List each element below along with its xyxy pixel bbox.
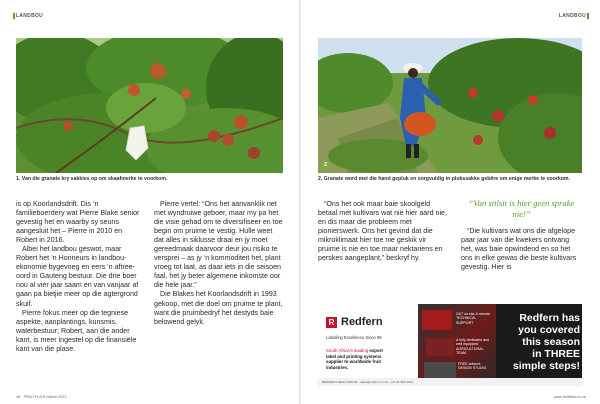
article-column-1 [16, 200, 144, 354]
ad-image-block [426, 338, 454, 356]
article-column-1 [318, 200, 449, 263]
ad-description-lead: South Africa’s leading [326, 348, 369, 353]
paragraph: Die Blakes het Koorlandsdrift in 1993 gekoop, met die doel om pruime te plant, want die pruimbedryf het destyds baie belowend gelyk. [154, 290, 283, 326]
pull-quote: “Van stilsit is hier geen sprake nie!” [468, 198, 575, 219]
pomegranate-tree-photo [16, 38, 283, 173]
ad-tagline: Labelling Excellence Since 99 [326, 335, 382, 340]
page-footer: www.fruitflies.co.za [553, 395, 586, 399]
section-marker [587, 13, 589, 19]
paragraph: Pierre vertel: “Ons het aanvanklik net met wyndruiwe geboer, maar my pa het die visie gehad om te diversifiseer en toe begin om pruime te vestig. Hulle weet dat alles in siklusse draai en jy moet gereedmaak daarvoor deur jou risiko te versprei – as jy ‘n kommoditeit het, plant vroeg tot laat, as daar iets in die seisoen faal, het jy beter algemene inkomste oor die hele jaar.” [154, 200, 283, 290]
section-tag: LANDBOU [558, 13, 586, 19]
ad-headline-panel [496, 304, 582, 386]
ad-support-text: 24/7 on site & remote TECHNICAL SUPPORT [456, 312, 491, 325]
ad-team-text: A fully dedicated and well equipped AGRICULTURAL TEAM [456, 338, 490, 356]
paragraph: “Die kultivars wat ons die afgelope paar jaar van die kwekers ontvang het, was baie opwindend en so het ons in elke gewas die beste kultivars gevestig. Hier is [461, 227, 577, 272]
ad-brand-panel [318, 304, 418, 386]
ad-contact-strip: REDFERN HEAD OFFICE · sales@redfern.co.za · +27 21 555 1234 [318, 378, 582, 386]
pomegranate-photo-illustration [16, 38, 283, 173]
ad-headline-line: this season [522, 336, 580, 348]
ad-headline [496, 312, 580, 372]
article-column-2 [154, 200, 284, 327]
ad-headline-line: Redfern has [519, 312, 580, 324]
ad-description [326, 348, 386, 370]
section-tag: LANDBOU [16, 13, 44, 19]
photo-caption: 2. Granate word met die hand gepluk en sorgvuldig in plukssakke gebêre om enige merke te voorkom. [318, 176, 570, 182]
photo-number-badge: 2 [322, 162, 329, 169]
ad-headline-line: simple steps! [512, 360, 580, 372]
page-footer: 46 · FRUITFLIES March 2023 [16, 395, 67, 399]
right-page [301, 0, 600, 404]
paragraph: “Ons het ook maar baie skoolgeld betaal met kultivars wat nie hier aard nie, en dis maar die probleem met pionierswerk. Ons het gevind dat die mikroklimaat hier toe nie geskik vir pruime is nie en toe maar nektariens en perskes aangeplant,” beskryf hy. [318, 200, 447, 263]
ad-brand [326, 316, 383, 328]
redfern-logo-icon: R [326, 317, 337, 328]
paragraph: Pierre fokus meer op die tegniese aspekte, aanplantings, kunsmis, waterbestuur; Robert, aan die ander kant, is meer ingestel op die finansiële kant van die plase. [16, 308, 137, 353]
harvest-worker-photo [318, 38, 582, 173]
ad-image-panel [418, 304, 496, 386]
article-column-2 [461, 200, 582, 272]
ad-brand-name: Redfern [341, 316, 383, 328]
ad-headline-line: you covered [518, 324, 580, 336]
ad-design-text: FREE artwork DESIGN STUDIO [458, 362, 487, 371]
section-marker [13, 13, 15, 19]
ad-headline-line: in THREE [532, 348, 580, 360]
ad-image-block [422, 310, 452, 330]
paragraph: is op Koorlandsdrift. Dis ‘n familieboerdery wat Pierre Blake senior gevestig het en waarby sy seuns aangesluit het – Pierre in 2010 en Robert in 2016. [16, 200, 140, 245]
paragraph: Albei het landbou geswot, maar Robert het ‘n Honneurs in landbou-ekonomie bygevoeg en eers ‘n aftree-oord in Gauteng bestuur. Die drie boer nou al vier jaar saam en van vanjaar af gaan pa bietjie meer op die agtergrond skuif. [16, 245, 139, 308]
photo-caption: 1. Van die granate kry sakkies op om skaafmerke te voorkom. [16, 176, 168, 182]
left-page [0, 0, 299, 404]
ad-description-rest: export label and printing systems supplier to worldwide fruit industries. [326, 348, 383, 370]
harvest-photo-illustration [318, 38, 582, 173]
redfern-advertisement[interactable] [318, 304, 582, 386]
ad-image-block [424, 362, 456, 378]
